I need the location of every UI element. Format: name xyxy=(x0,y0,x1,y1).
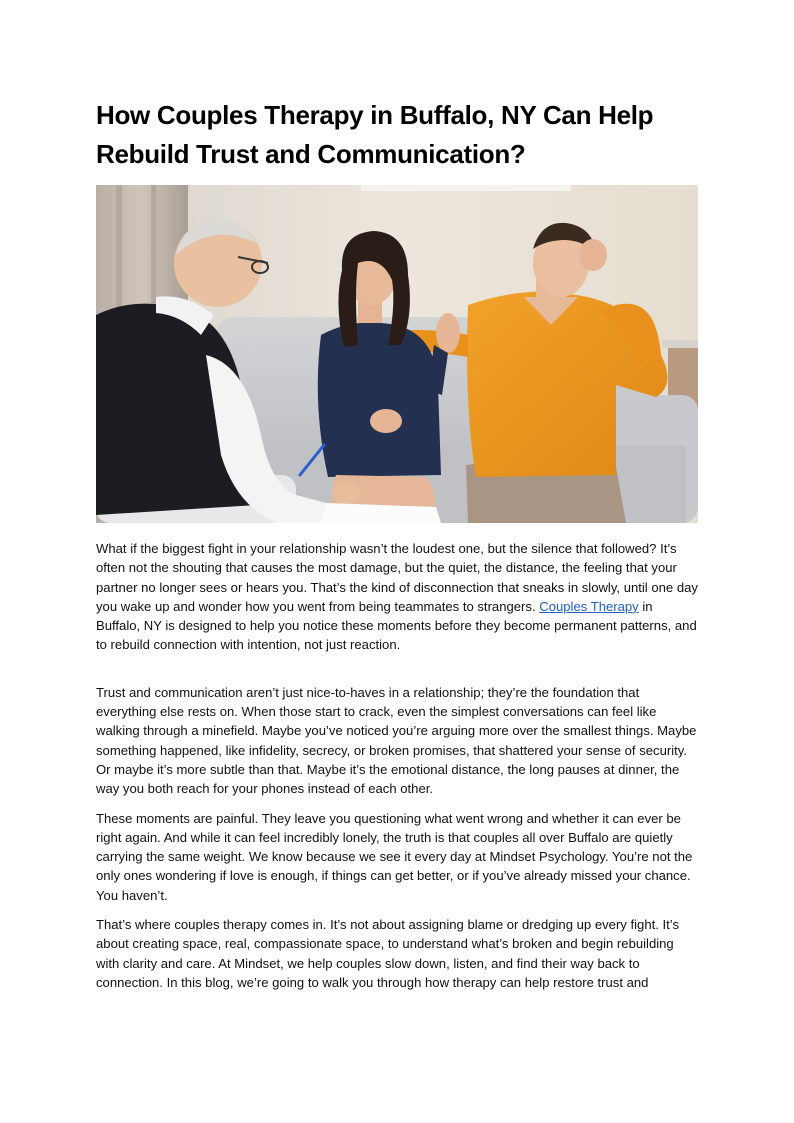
therapy-session-photo xyxy=(96,185,698,523)
article-title: How Couples Therapy in Buffalo, NY Can Help Rebuild Trust and Communication? xyxy=(96,100,654,169)
paragraph-trust: Trust and communication aren’t just nice-to-haves in a relationship; they’re the foundation that everything else rests on. When those start to crack, even the simplest conversations can feel like walking through a minefield. Maybe you’ve noticed you’re arguing more over the smallest things. Maybe something happened, like infidelity, secrecy, or broken promises, that shattered your sense of security. Or maybe it’s more subtle than that. Maybe it’s the emotional distance, the long pauses at dinner, the way you both reach for your phones instead of each other. xyxy=(96,684,697,797)
couples-therapy-link[interactable]: Couples Therapy xyxy=(539,598,639,614)
paragraph-couples-therapy: That’s where couples therapy comes in. It’s not about assigning blame or dredging up every fight. It’s about creating space, real, compassionate space, to understand what’s broken and begin rebuilding with clarity and care. At Mindset, we help couples slow down, listen, and find their way back to connection. In this blog, we’re going to walk you through how therapy can help restore trust and xyxy=(96,917,680,990)
paragraph-intro-text: What if the biggest fight in your relationship wasn’t the loudest one, but the silence that followed? It’s often not the shouting that causes the most damage, but the quiet, the distance, the feeling that your partner no longer sees or hears you. That’s the kind of disconnection that sneaks in slowly, until one day you wake up and wonder how you went from being teammates to strangers. xyxy=(96,541,698,614)
paragraph-intro xyxy=(96,539,700,655)
paragraph-painful-moments: These moments are painful. They leave you questioning what went wrong and whether it can ever be right again. And while it can feel incredibly lonely, the truth is that couples all over Buffalo are quietly carrying the same weight. We know because we see it every day at Mindset Psychology. You’re not the only ones wondering if love is enough, if things can get better, or if you’ve already missed your chance. You haven’t. xyxy=(96,810,693,903)
paragraph-intro-text-continued: in Buffalo, NY is designed to help you notice these moments before they become permanent patterns, and to rebuild connection with intention, not just reaction. xyxy=(96,598,697,653)
article xyxy=(96,96,700,992)
